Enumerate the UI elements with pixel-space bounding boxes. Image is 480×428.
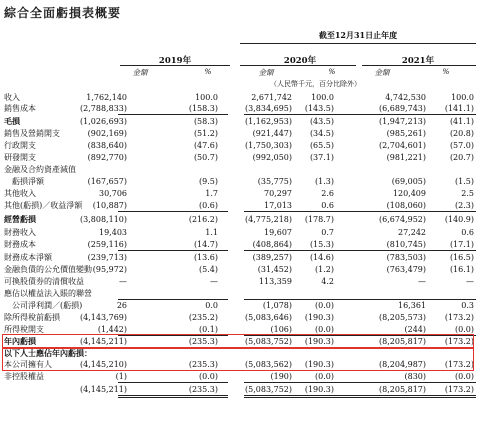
percent-cell: (140.9) <box>444 215 474 224</box>
row-label: 財務收入 <box>4 228 36 237</box>
table-row <box>0 239 480 250</box>
table-row <box>0 176 480 187</box>
percent-cell: (0.0) <box>455 325 474 334</box>
percent-cell: (158.3) <box>188 104 218 113</box>
row-label: 銷售成本 <box>4 104 36 113</box>
total-double-rule <box>360 395 446 396</box>
percent-cell: (0.1) <box>199 325 218 334</box>
table-row <box>0 200 480 211</box>
amount-cell: (2,704,601) <box>379 141 426 150</box>
amount-cell: (106) <box>270 325 292 334</box>
row-label: 收入 <box>4 93 20 102</box>
subtotal-rule <box>330 382 360 383</box>
percent-cell: (14.7) <box>193 240 218 249</box>
percent-cell: (20.7) <box>449 153 474 162</box>
subtotal-rule <box>446 114 476 115</box>
percent-cell: (50.7) <box>193 153 218 162</box>
amount-cell: — <box>119 277 127 286</box>
amount-cell: (5,083,646) <box>245 313 292 322</box>
percent-cell: (0.0) <box>455 372 474 381</box>
percent-cell: (5.4) <box>199 265 218 274</box>
percent-cell: (173.2) <box>444 385 474 394</box>
percent-cell: (37.1) <box>309 153 334 162</box>
subtotal-rule <box>446 250 476 251</box>
amount-cell: (35,775) <box>257 177 292 186</box>
percent-cell: (0.0) <box>199 372 218 381</box>
percent-cell: 100.0 <box>451 93 474 102</box>
total-double-rule <box>244 395 330 396</box>
amount-cell: (902,169) <box>87 129 127 138</box>
amount-header-2021: 金額 <box>374 68 390 77</box>
percent-cell: (0.0) <box>315 325 334 334</box>
percent-cell: 0.3 <box>461 301 474 310</box>
row-label: 財務成本淨額 <box>4 253 52 262</box>
row-label: 非控股權益 <box>4 372 44 381</box>
year-2021-rule <box>362 65 476 66</box>
table-row <box>0 252 480 263</box>
amount-cell: (830) <box>404 372 426 381</box>
currency-note: （人民幣千元，百分比除外） <box>270 80 361 88</box>
row-label: 金融負債的公允價值變動 <box>4 265 92 274</box>
percent-cell: 4.2 <box>321 277 334 286</box>
table-row <box>0 384 480 395</box>
percent-cell: (57.0) <box>449 141 474 150</box>
row-label: 以下人士應佔年內虧損： <box>4 348 92 358</box>
row-label: 行政開支 <box>4 141 36 150</box>
year-2020-header: 2020年 <box>283 56 317 66</box>
percent-cell: (190.3) <box>304 385 334 394</box>
amount-cell: (1,162,953) <box>245 117 292 126</box>
year-2019-rule <box>120 65 230 66</box>
amount-cell: (8,205,817) <box>379 385 426 394</box>
row-label: 研發開支 <box>4 153 36 162</box>
year-2020-rule <box>240 65 356 66</box>
total-double-rule <box>196 395 228 396</box>
row-label: 其他(虧損)／收益淨額 <box>4 201 83 210</box>
amount-cell: (31,452) <box>257 265 292 274</box>
percent-cell: (235.2) <box>188 313 218 322</box>
highlight-box-owner-loss <box>2 347 474 371</box>
amount-cell: 120,409 <box>392 189 426 198</box>
year-2019-header: 2019年 <box>158 56 192 66</box>
percent-cell: 2.5 <box>461 189 474 198</box>
subtotal-rule <box>244 250 330 251</box>
percent-cell: (178.7) <box>304 215 334 224</box>
percent-cell: 2.6 <box>321 189 334 198</box>
percent-cell: 1.7 <box>205 189 218 198</box>
subtotal-rule <box>360 114 446 115</box>
row-label: 所得稅開支 <box>4 325 44 334</box>
row-label: 銷售及營銷開支 <box>4 129 60 138</box>
subtotal-rule <box>360 211 446 212</box>
amount-cell: (1,947,213) <box>379 117 426 126</box>
amount-cell: (8,205,573) <box>379 313 426 322</box>
amount-cell: 4,742,530 <box>385 93 426 102</box>
amount-cell: (3,834,695) <box>245 104 292 113</box>
amount-cell: (8,205,817) <box>379 337 426 346</box>
amount-cell: 70,297 <box>264 189 292 198</box>
amount-cell: (167,657) <box>87 177 127 186</box>
subtotal-rule <box>196 250 228 251</box>
amount-cell: (1,442) <box>97 325 127 334</box>
pct-header-2021: % <box>442 67 450 76</box>
percent-cell: (15.3) <box>309 240 334 249</box>
amount-cell: (8,204,987) <box>379 360 426 369</box>
percent-cell: (20.8) <box>449 129 474 138</box>
percent-cell: (190.3) <box>304 337 334 346</box>
percent-cell: — <box>210 277 218 286</box>
row-label: 其他收入 <box>4 189 36 198</box>
percent-cell: (47.6) <box>193 141 218 150</box>
amount-cell: (4,145,211) <box>80 385 127 394</box>
period-header: 截至12月31日止年度 <box>318 30 398 40</box>
subtotal-rule <box>244 299 330 300</box>
amount-cell: (95,972) <box>92 265 127 274</box>
amount-cell: — <box>418 277 426 286</box>
table-row <box>0 312 480 323</box>
table-row <box>0 92 480 103</box>
percent-cell: (13.6) <box>193 253 218 262</box>
percent-cell: (14.6) <box>309 253 334 262</box>
subtotal-rule <box>196 299 228 300</box>
percent-cell: (1.2) <box>315 265 334 274</box>
percent-cell: (190.3) <box>304 313 334 322</box>
subtotal-rule <box>196 211 228 212</box>
total-double-rule <box>196 397 228 398</box>
table-row <box>0 140 480 151</box>
table-row <box>0 227 480 238</box>
percent-cell: — <box>466 277 474 286</box>
percent-cell: (1.5) <box>455 177 474 186</box>
table-row <box>0 116 480 127</box>
row-label: 年內虧損 <box>4 336 36 346</box>
percent-cell: (0.0) <box>315 301 334 310</box>
subtotal-rule <box>360 299 446 300</box>
percent-cell: (1.3) <box>315 177 334 186</box>
subtotal-rule <box>196 114 228 115</box>
row-label: 除所得稅前虧損 <box>4 313 60 322</box>
row-label: 可換股債券的清償收益 <box>4 277 84 286</box>
pct-header-2019: % <box>204 67 212 76</box>
amount-cell: (6,689,743) <box>379 104 426 113</box>
amount-cell: (783,503) <box>386 253 426 262</box>
table-row <box>0 214 480 225</box>
total-double-rule <box>330 395 360 396</box>
year-2021-header: 2021年 <box>401 56 435 66</box>
table-row <box>0 152 480 163</box>
table-row <box>0 128 480 139</box>
amount-cell: (4,145,211) <box>80 337 127 346</box>
table-row <box>0 188 480 199</box>
percent-cell: (141.1) <box>444 104 474 113</box>
percent-cell: 0.6 <box>461 228 474 237</box>
amount-cell: (1,750,303) <box>245 141 292 150</box>
percent-cell: (43.5) <box>309 117 334 126</box>
amount-cell: 113,359 <box>258 277 292 286</box>
percent-cell: (0.0) <box>315 372 334 381</box>
percent-cell: (16.1) <box>449 265 474 274</box>
table-row <box>0 103 480 114</box>
amount-cell: (992,050) <box>252 153 292 162</box>
percent-cell: 0.6 <box>321 201 334 210</box>
subtotal-rule <box>330 211 360 212</box>
amount-cell: (259,116) <box>87 240 127 249</box>
percent-cell: (65.5) <box>309 141 334 150</box>
subtotal-rule <box>244 211 330 212</box>
row-label: 財務成本 <box>4 240 36 249</box>
amount-cell: 16,361 <box>398 301 426 310</box>
row-label: 毛損 <box>4 116 20 126</box>
percent-cell: (143.5) <box>304 104 334 113</box>
table-row <box>0 371 480 382</box>
amount-header-2019: 金額 <box>132 68 148 77</box>
table-row <box>0 288 480 299</box>
subtotal-rule <box>446 382 476 383</box>
period-rule <box>240 43 476 44</box>
percent-cell: (216.2) <box>188 215 218 224</box>
row-label: 金融及合約資產減值 <box>4 165 76 174</box>
subtotal-rule <box>360 382 446 383</box>
percent-cell: (2.3) <box>455 201 474 210</box>
row-label: 本公司擁有人 <box>4 360 52 369</box>
row-label: 經營虧損 <box>4 214 36 224</box>
table-row <box>0 164 480 175</box>
total-double-rule <box>446 397 476 398</box>
amount-cell: 19,607 <box>264 228 292 237</box>
amount-cell: (838,640) <box>87 141 127 150</box>
amount-header-2020: 金額 <box>258 68 274 77</box>
table-row <box>0 300 480 311</box>
total-double-rule <box>244 397 330 398</box>
amount-cell: (5,083,562) <box>245 360 292 369</box>
amount-cell: (921,447) <box>252 129 292 138</box>
percent-cell: 0.0 <box>205 301 218 310</box>
percent-cell: 100.0 <box>311 93 334 102</box>
amount-cell: (1) <box>115 372 127 381</box>
total-double-rule <box>446 395 476 396</box>
amount-cell: (985,261) <box>386 129 426 138</box>
percent-cell: (58.3) <box>193 117 218 126</box>
row-label: 虧損淨額 <box>4 177 44 186</box>
amount-cell: (408,864) <box>252 240 292 249</box>
amount-cell: (981,221) <box>386 153 426 162</box>
amount-cell: (763,479) <box>386 265 426 274</box>
amount-cell: (2,788,833) <box>80 104 127 113</box>
amount-cell: (4,145,210) <box>80 360 127 369</box>
row-label: 公司淨利潤／(虧損) <box>4 301 83 310</box>
table-row <box>0 264 480 275</box>
percent-cell: (235.3) <box>188 360 218 369</box>
subtotal-rule <box>244 114 330 115</box>
percent-cell: 0.7 <box>321 228 334 237</box>
pct-header-2020: % <box>328 67 336 76</box>
amount-cell: 17,013 <box>264 201 292 210</box>
percent-cell: (173.2) <box>444 360 474 369</box>
amount-cell: (6,674,952) <box>379 215 426 224</box>
percent-cell: (17.1) <box>449 240 474 249</box>
amount-cell: (239,713) <box>87 253 127 262</box>
percent-cell: (173.2) <box>444 313 474 322</box>
total-double-rule <box>360 397 446 398</box>
amount-cell: 1,762,140 <box>86 93 127 102</box>
subtotal-rule <box>196 382 228 383</box>
amount-cell: (4,143,769) <box>80 313 127 322</box>
percent-cell: (16.5) <box>449 253 474 262</box>
subtotal-rule <box>446 211 476 212</box>
amount-cell: 2,671,742 <box>251 93 292 102</box>
amount-cell: (3,808,110) <box>80 215 127 224</box>
percent-cell: (41.1) <box>449 117 474 126</box>
amount-cell: (810,745) <box>386 240 426 249</box>
subtotal-rule <box>360 250 446 251</box>
subtotal-rule <box>330 299 360 300</box>
amount-cell: (4,775,218) <box>245 215 292 224</box>
percent-cell: (235.3) <box>188 385 218 394</box>
amount-cell: 30,706 <box>99 189 127 198</box>
amount-cell: (5,083,752) <box>245 337 292 346</box>
table-row <box>0 276 480 287</box>
amount-cell: (892,770) <box>87 153 127 162</box>
row-label: 應佔以權益法入賬的聯營 <box>4 289 92 298</box>
percent-cell: (34.5) <box>309 129 334 138</box>
amount-cell: 26 <box>116 301 127 310</box>
percent-cell: 100.0 <box>195 93 218 102</box>
amount-cell: (108,060) <box>386 201 426 210</box>
amount-cell: (190) <box>270 372 292 381</box>
subtotal-rule <box>330 114 360 115</box>
amount-cell: (389,257) <box>252 253 292 262</box>
amount-cell: (10,887) <box>92 201 127 210</box>
amount-cell: (69,005) <box>391 177 426 186</box>
total-double-rule <box>330 397 360 398</box>
percent-cell: (235.3) <box>188 337 218 346</box>
percent-cell: (51.2) <box>193 129 218 138</box>
amount-cell: 19,403 <box>99 228 127 237</box>
page-title: 綜合全面虧損表概要 <box>4 6 122 20</box>
amount-cell: (5,083,752) <box>245 385 292 394</box>
percent-cell: 1.1 <box>205 228 218 237</box>
subtotal-rule <box>244 382 330 383</box>
percent-cell: (0.6) <box>199 201 218 210</box>
percent-cell: (173.2) <box>444 337 474 346</box>
subtotal-rule <box>330 250 360 251</box>
amount-cell: (1,078) <box>262 301 292 310</box>
percent-cell: (190.3) <box>304 360 334 369</box>
percent-cell: (9.5) <box>199 177 218 186</box>
amount-cell: 27,242 <box>398 228 426 237</box>
amount-cell: (1,026,693) <box>80 117 127 126</box>
amount-cell: (244) <box>404 325 426 334</box>
subtotal-rule <box>446 299 476 300</box>
